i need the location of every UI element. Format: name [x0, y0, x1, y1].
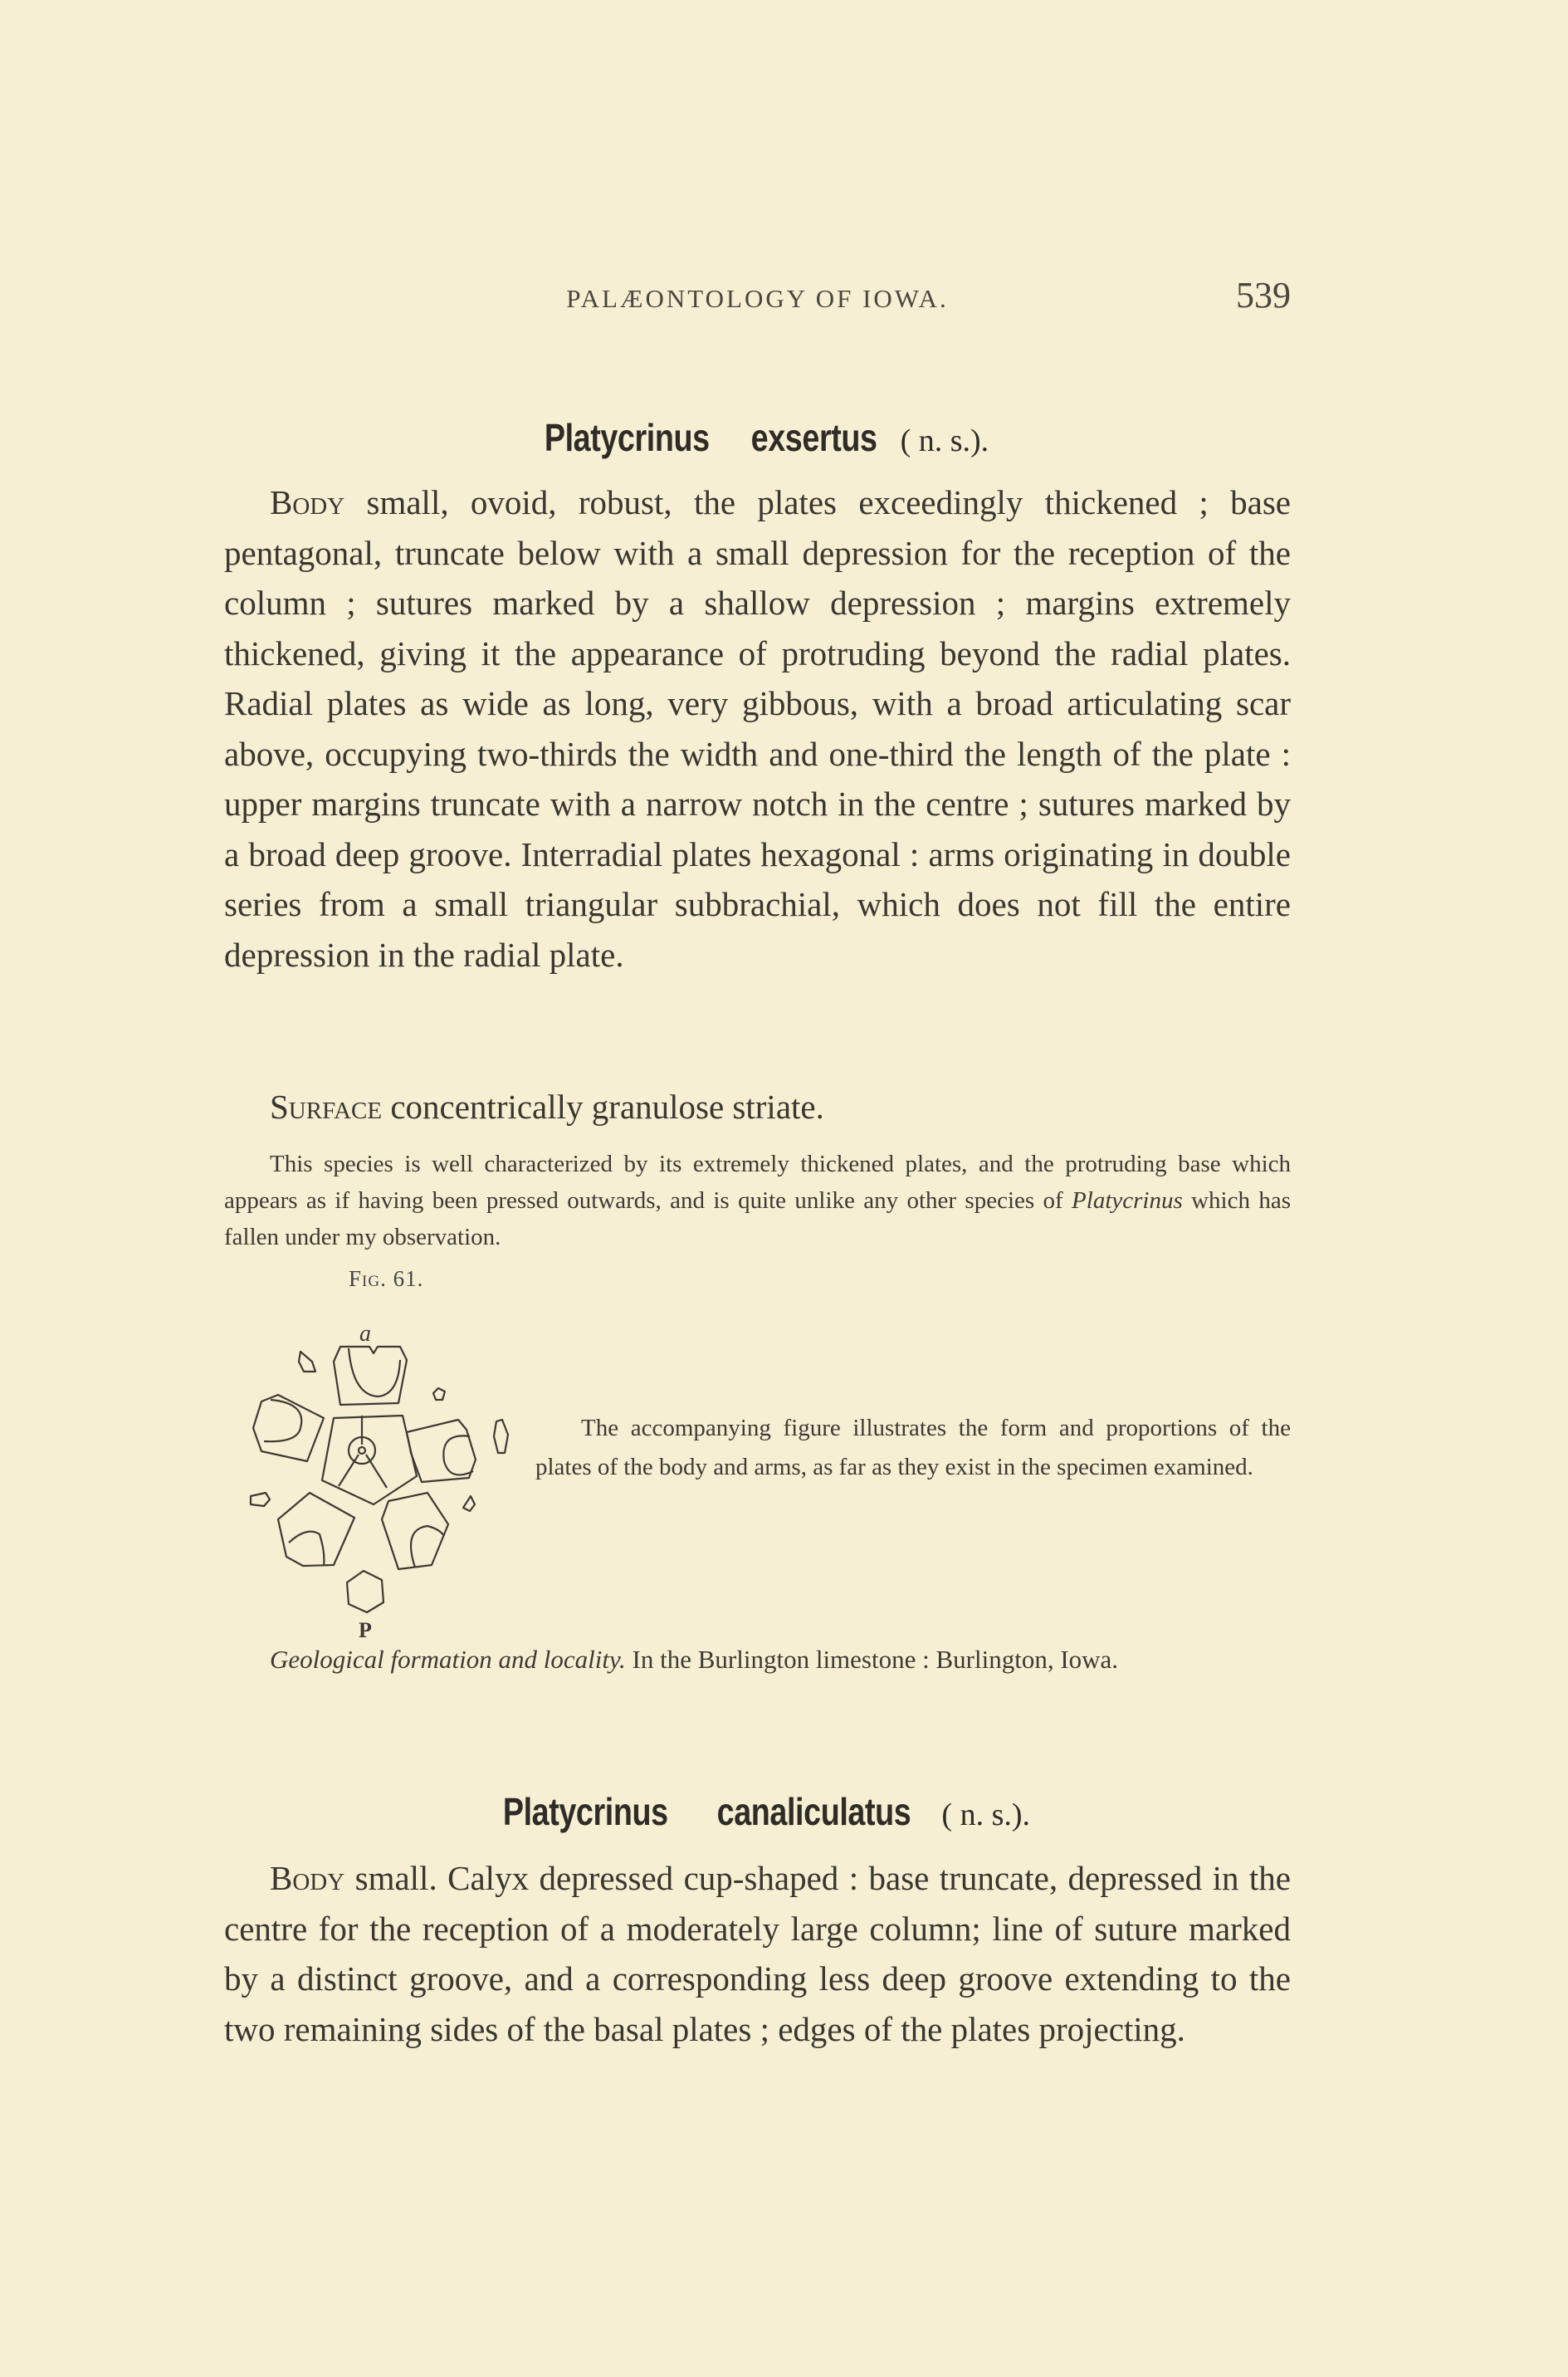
note-text-end: which has fallen under my observation.	[224, 1187, 1291, 1250]
genus-name: Platycrinus	[502, 1790, 668, 1833]
figure-top-label: a	[359, 1321, 371, 1347]
description-body-canaliculatus	[224, 1853, 1291, 2054]
species-name: canaliculatus	[716, 1790, 911, 1833]
description-body-exsertus	[224, 477, 1291, 980]
body-text: small. Calyx depressed cup-shaped : base truncate, depressed in the centre for the reception of a moderately large column; line of suture marked by a distinct groove, and a corresponding less deep groove extending to the two remaining sides of the basal plates ; edges of the plates projecting.	[224, 1859, 1292, 2048]
figure-caption: The accompanying figure illustrates the form and proportions of the plates of the body and arms, as far as they exist in the specimen examined.	[535, 1415, 1291, 1480]
locality-paragraph	[224, 1638, 1291, 1681]
surface-lead: Surface	[270, 1088, 383, 1126]
remarks-note	[224, 1146, 1291, 1255]
species-heading-exsertus	[224, 415, 1291, 460]
body-lead: Body	[270, 483, 345, 521]
new-species-marker: ( n. s.).	[900, 423, 989, 458]
figure-label: Fig. 61.	[349, 1266, 424, 1291]
description-surface-exsertus	[224, 1082, 1291, 1132]
note-text: This species is well characterized by its extremely thickened plates, and the protruding base which appears as if having been pressed outwards, and is quite unlike any other species of	[224, 1151, 1291, 1214]
page-number: 539	[1236, 275, 1291, 315]
body-lead: Body	[270, 1859, 345, 1897]
genus-italic: Platycrinus	[1072, 1187, 1183, 1214]
genus-name: Platycrinus	[544, 416, 710, 459]
figure-bottom-label: P	[359, 1618, 372, 1642]
locality-label: Geological formation and locality.	[270, 1645, 626, 1674]
body-text: small, ovoid, robust, the plates exceedingly thickened ; base pentagonal, truncate below with a small depression for the reception of the column ; sutures marked by a shallow depression ; margins extremely thickened, giving it the appearance of protruding beyond the radial plates. Radial plates as wide as long, very gibbous, with a broad articulating scar above, occupying two-thirds the width and one-third the length of the plate : upper margins truncate with a narrow notch in the centre ; sutures marked by a broad deep groove. Interradial plates hexagonal : arms originating in double series from a small triangular subbrachial, which does not fill the entire depression in the radial plate.	[224, 483, 1291, 974]
new-species-marker: ( n. s.).	[941, 1797, 1031, 1832]
figure-61-plate-diagram	[241, 1312, 523, 1644]
running-title: PALÆONTOLOGY OF IOWA.	[566, 284, 949, 313]
surface-text: concentrically granulose striate.	[390, 1088, 824, 1126]
species-heading-canaliculatus	[224, 1789, 1291, 1834]
species-name: exsertus	[750, 416, 877, 459]
locality-text: In the Burlington limestone : Burlington, Iowa.	[632, 1645, 1119, 1674]
running-head	[224, 274, 1291, 324]
